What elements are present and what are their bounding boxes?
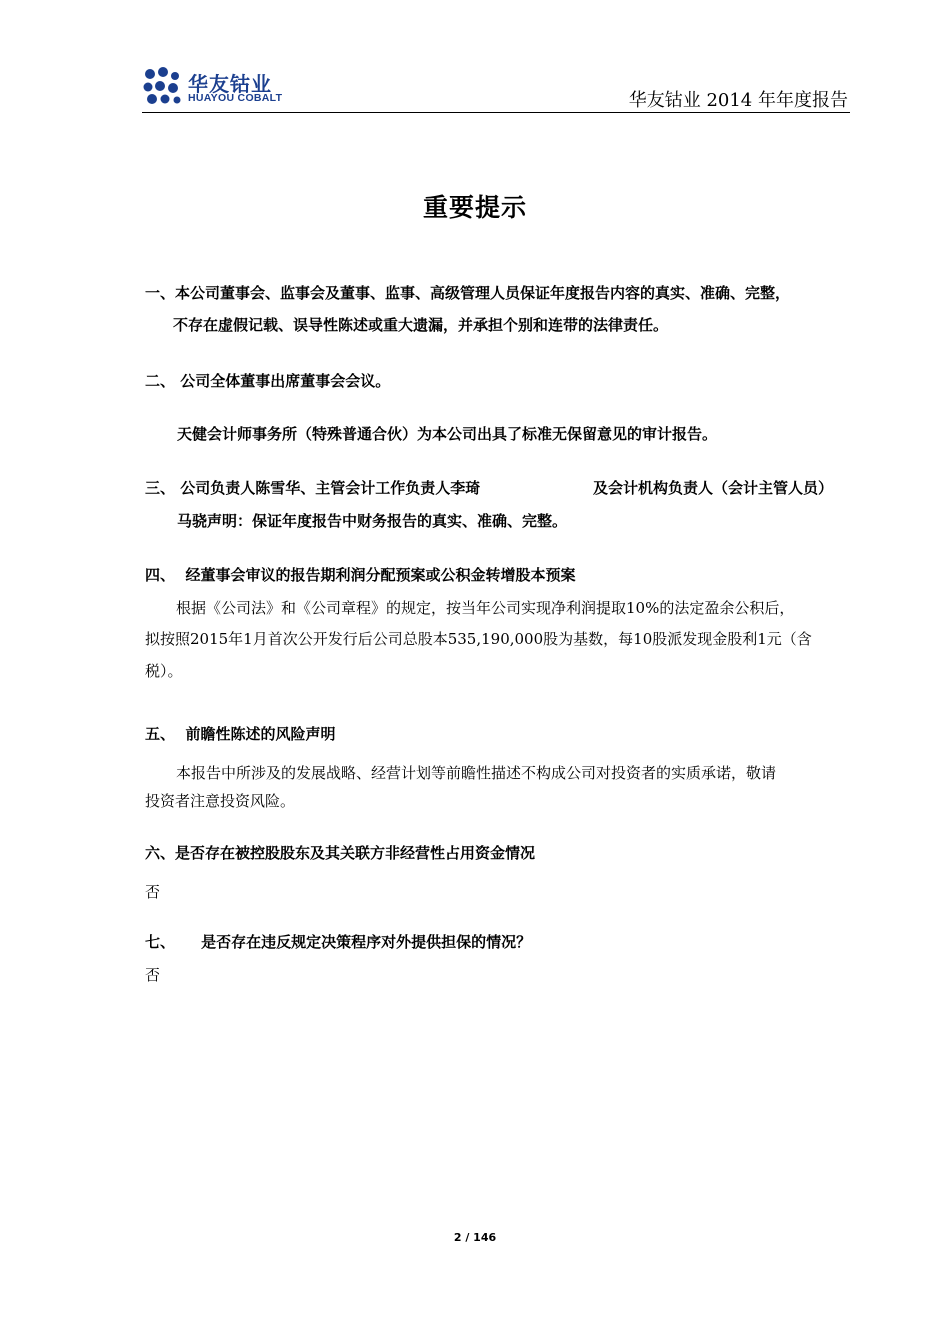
section-2 [145, 370, 390, 391]
section-7-heading [145, 931, 531, 952]
report-title: 华友钴业 2014 年年度报告 [628, 90, 848, 111]
page-title: 重要提示 [422, 193, 527, 222]
section-5-body-line-1: 本报告中所涉及的发展战略、经营计划等前瞻性描述不构成公司对投资者的实质承诺，敬请 [176, 764, 777, 782]
section-2-text: 公司全体董事出席董事会会议。 [180, 372, 391, 390]
section-5-body-line-2: 投资者注意投资风险。 [145, 792, 296, 810]
section-1-line-2: 不存在虚假记载、误导性陈述或重大遗漏，并承担个别和连带的法律责任。 [173, 316, 669, 334]
page-number: 2 / 146 [453, 1231, 497, 1244]
section-6-answer: 否 [145, 883, 161, 901]
section-4-heading [145, 564, 575, 585]
section-4-heading-text: 经董事会审议的报告期利润分配预案或公积金转增股本预案 [185, 566, 576, 584]
section-7-answer: 否 [145, 966, 161, 984]
section-5-number: 五、 [145, 725, 176, 743]
logo-english-name: HUAYOU COBALT [188, 92, 283, 104]
logo-dots-icon [142, 66, 184, 106]
section-7-number: 七、 [145, 933, 176, 951]
section-1-text: 本公司董事会、监事会及董事、监事、高级管理人员保证年度报告内容的真实、准确、完整， [175, 284, 791, 302]
section-5-heading [145, 723, 335, 744]
section-2-number: 二、 [145, 372, 176, 390]
logo-chinese-name: 华友钴业 [188, 72, 272, 96]
section-4-number: 四、 [145, 566, 176, 584]
section-3-text-part-2: 及会计机构负责人（会计主管人员） [593, 479, 834, 497]
section-3-text-part-1: 公司负责人陈雪华、主管会计工作负责人李琦 [180, 479, 481, 497]
section-3-line-1 [145, 477, 480, 498]
section-1-number: 一、 [145, 284, 176, 302]
section-3-number: 三、 [145, 479, 176, 497]
section-4-body-line-2: 拟按照2015年1月首次公开发行后公司总股本535,190,000股为基数，每10股派发现金股利1元（含 [145, 630, 812, 648]
huayou-logo [142, 66, 312, 106]
section-1-line-1 [145, 282, 790, 303]
section-6-heading-text: 是否存在被控股股东及其关联方非经营性占用资金情况 [175, 844, 536, 862]
section-7-heading-text: 是否存在违反规定决策程序对外提供担保的情况？ [201, 933, 532, 951]
section-6-number: 六、 [145, 844, 176, 862]
audit-opinion-note: 天健会计师事务所（特殊普通合伙）为本公司出具了标准无保留意见的审计报告。 [177, 425, 718, 443]
section-3-line-2: 马骁声明：保证年度报告中财务报告的真实、准确、完整。 [177, 512, 568, 530]
section-5-heading-text: 前瞻性陈述的风险声明 [185, 725, 336, 743]
section-4-body-line-3: 税）。 [145, 662, 183, 680]
section-6-heading [145, 842, 535, 863]
section-4-body-line-1: 根据《公司法》和《公司章程》的规定，按当年公司实现净利润提取10%的法定盈余公积后， [176, 599, 795, 617]
page-header [142, 62, 850, 113]
